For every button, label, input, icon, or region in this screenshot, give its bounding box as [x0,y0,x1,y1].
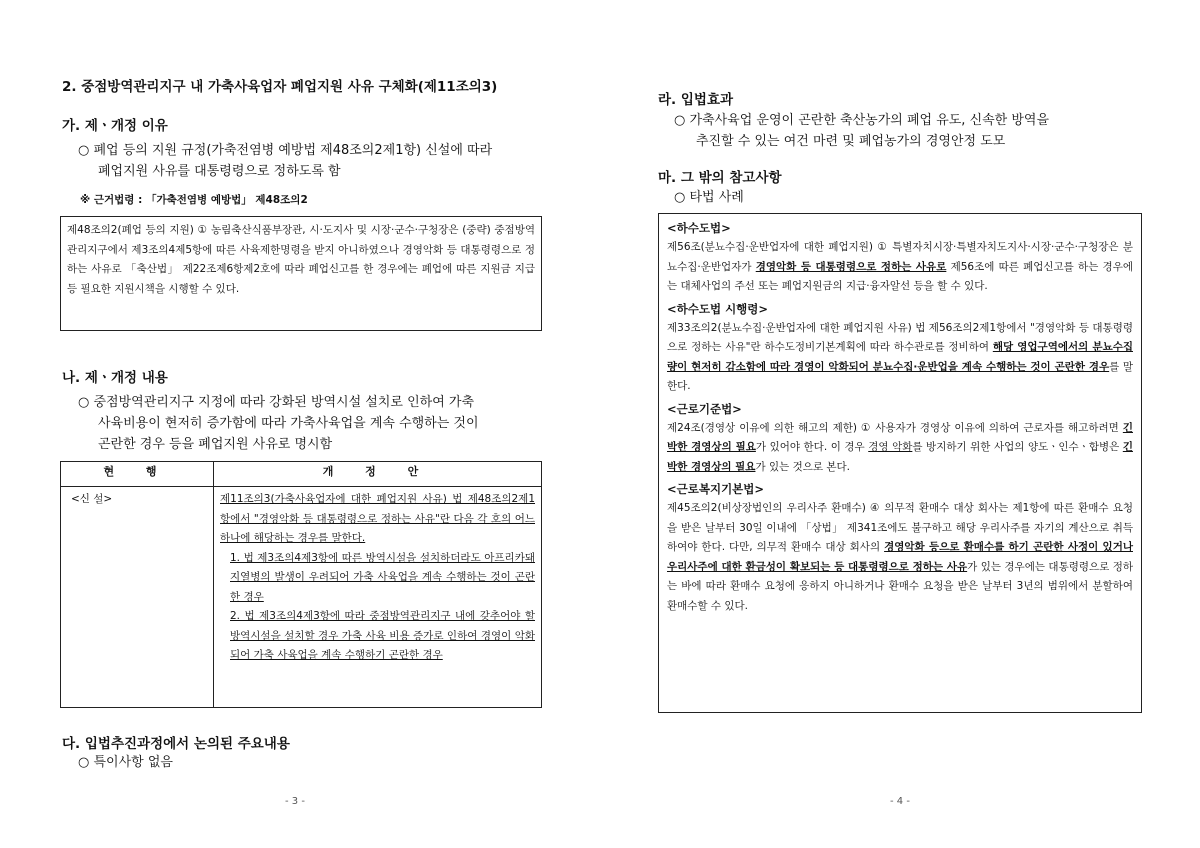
proposed-cell [214,487,542,708]
heading-ra: 라. 입법효과 [658,92,734,108]
reference-note: ※ 근거법령 : 「가축전염병 예방법」 제48조의2 [80,194,308,206]
page-4 [600,0,1200,848]
page-number: - 3 - [285,796,305,807]
law-text-sewerage-decree: 제33조의2(분뇨수집·운반업자에 대한 폐업지원 사유) 법 제56조의2제1항에서 "경영악화 등 대통령령으로 정하는 사유"란 하수도정비기본계획에 따라 하수관로를 정비하여 해당 영업구역에서의 분뇨수집량이 현저히 감소함에 따라 경영이 악화되어 분뇨수집·운반업을 계속 수행하는 것이 곤란한 경우를 말한다. [667,321,1133,392]
comparison-table [60,461,542,708]
table-header-row [61,462,542,487]
current-cell: <신 설> [61,487,214,708]
bullet-ma-1 [674,187,744,208]
law-quote-text: 제48조의2(폐업 등의 지원) ① 농림축산식품부장관, 시·도지사 및 시장·군수·구청장은 (중략) 중점방역관리지구에서 제3조의4제5항에 따른 사육제한명령을 받지 아니하였으나 경영악화 등 대통령령으로 정하는 사유로 「축산법」 제22조제6항제2호에 따라 폐업신고를 한 경우에는 폐업에 따른 지원금 지급 등 필요한 지원시책을 시행할 수 있다. [67,224,535,295]
bullet-ra-1 [674,110,1049,131]
circle-bullet-icon: ○ [674,113,686,128]
proposed-item-1: 1. 법 제3조의4제3항에 따른 방역시설을 설치하더라도 아프리카돼지열병의 발생이 우려되어 가축 사육업을 계속 수행하는 것이 곤란한 경우 [230,551,535,603]
law-title-sewerage-act: <하수도법> [667,221,731,235]
law-title-labor-standards: <근로기준법> [667,401,742,416]
bullet-ga-1 [78,140,492,161]
law-title-sewerage-decree: <하수도법 시행령> [667,301,769,316]
bullet-text: 중점방역관리지구 지정에 따라 강화된 방역시설 설치로 인하여 가축 [93,395,475,410]
law-text-sewerage-act: 제56조(분뇨수집·운반업자에 대한 폐업지원) ① 특별자치시장·특별자치도지사·시장·군수·구청장은 분뇨수집·운반업자가 경영악화 등 대통령령으로 정하는 사유로 제56조에 따른 폐업신고를 하는 경우에는 대체사업의 주선 또는 폐업지원금의 지급·융자알선 등을 할 수 있다. [667,241,1133,292]
bullet-text: 폐업 등의 지원 규정(가축전염병 예방법 제48조의2제1항) 신설에 따라 [93,143,493,158]
bullet-na-3: 곤란한 경우 등을 폐업지원 사유로 명시함 [98,437,333,452]
heading-na: 나. 제ㆍ개정 내용 [62,370,168,386]
bullet-text: 가축사육업 운영이 곤란한 축산농가의 폐업 유도, 신속한 방역을 [689,113,1050,128]
bullet-text: 타법 사례 [689,190,744,205]
law-quote-box [60,216,542,331]
section-title: 2. 중점방역관리지구 내 가축사육업자 폐업지원 사유 구체화(제11조의3) [62,79,498,95]
bullet-na-2: 사육비용이 현저히 증가함에 따라 가축사육업을 계속 수행하는 것이 [98,416,479,431]
bullet-na-1 [78,392,474,413]
column-header-proposed: 개 정 안 [214,462,542,487]
law-text-labor-standards: 제24조(경영상 이유에 의한 해고의 제한) ① 사용자가 경영상 이유에 의하여 근로자를 해고하려면 긴박한 경영상의 필요가 있어야 한다. 이 경우 경영 악화를 방지하기 위한 사업의 양도ㆍ인수ㆍ합병은 긴박한 경영상의 필요가 있는 것으로 본다. [667,421,1133,473]
bullet-ra-2: 추진할 수 있는 여건 마련 및 폐업농가의 경영안정 도모 [696,134,1006,149]
heading-ga: 가. 제ㆍ개정 이유 [62,118,168,134]
circle-bullet-icon: ○ [78,143,90,158]
proposed-item-2: 2. 법 제3조의4제3항에 따라 중점방역관리지구 내에 갖추어야 할 방역시설을 설치할 경우 가축 사육 비용 증가로 인하여 경영이 악화되어 가축 사육업을 계속 수행하기 곤란한 경우 [230,610,535,661]
proposed-intro: 제11조의3(가축사육업자에 대한 폐업지원 사유) 법 제48조의2제1항에서 "경영악화 등 대통령령으로 정하는 사유"란 다음 각 호의 어느 하나에 해당하는 경우를 말한다. [220,493,535,544]
law-title-welfare-act: <근로복지기본법> [667,482,765,496]
law-text-welfare-act: 제45조의2(비상장법인의 우리사주 환매수) ④ 의무적 환매수 대상 회사는 제1항에 따른 환매수 요청을 받은 날부터 30일 이내에 「상법」 제341조에도 불구하고 해당 우리사주를 자기의 계산으로 취득하여야 한다. 다만, 의무적 환매수 대상 회사의 경영악화 등으로 환매수를 하기 곤란한 사정이 있거나 우리사주에 대한 환금성이 확보되는 등 대통령령으로 정하는 사유가 있는 경우에는 대통령령으로 정하는 바에 따라 환매수 요청에 응하지 아니하거나 환매수 요청을 받은 날부터 3년의 범위에서 분할하여 환매수할 수 있다. [667,502,1134,612]
circle-bullet-icon: ○ [78,755,90,770]
heading-ma: 마. 그 밖의 참고사항 [658,170,782,186]
reference-laws-box [658,213,1142,713]
page-number: - 4 - [890,796,910,807]
heading-da: 다. 입법추진과정에서 논의된 주요내용 [62,736,290,752]
bullet-ga-2: 폐업지원 사유를 대통령령으로 정하도록 함 [98,164,341,179]
bullet-da-1 [78,752,173,773]
bullet-text: 특이사항 없음 [93,755,173,770]
circle-bullet-icon: ○ [78,395,90,410]
circle-bullet-icon: ○ [674,190,686,205]
column-header-current: 현 행 [61,462,214,487]
table-row [61,487,542,708]
